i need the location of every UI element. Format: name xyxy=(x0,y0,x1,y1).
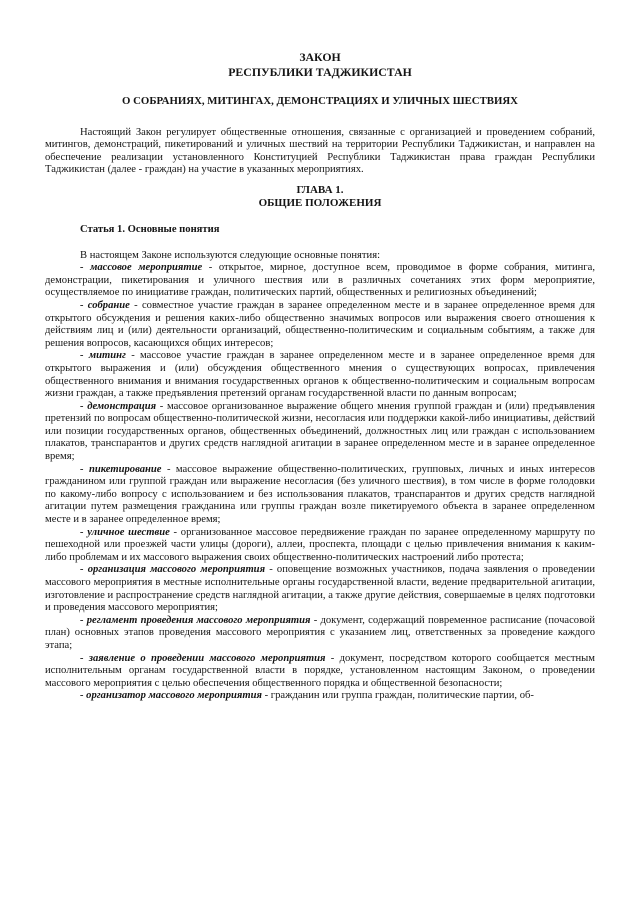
definition-paragraph xyxy=(45,653,595,691)
definition-term: - демонстрация xyxy=(80,400,157,412)
definition-term: - заявление о проведении массового мероприятия xyxy=(80,652,326,664)
intro-paragraph: Настоящий Закон регулирует общественные отношения, связанные с организацией и проведением собраний, митингов, демонстраций, пикетирований и уличных шествий на территории Республики Таджикистан, и направлен на обеспечение реализации установленного Конституцией Республики Таджикистан права граждан Республики Таджикистан (далее - граждан) на участие в указанных мероприятиях. xyxy=(45,126,595,176)
chapter-number: ГЛАВА 1. xyxy=(296,183,344,196)
definition-term: - организатор массового мероприятия xyxy=(80,690,262,702)
definition-term: - регламент проведения массового мероприятия xyxy=(80,614,311,626)
article-heading: Статья 1. Основные понятия xyxy=(80,223,220,235)
definition-paragraph xyxy=(45,615,595,653)
chapter-title: ОБЩИЕ ПОЛОЖЕНИЯ xyxy=(258,197,382,210)
definition-paragraph xyxy=(45,401,595,464)
definition-term: - уличное шествие xyxy=(80,526,170,538)
definition-text: - массовое организованное выражение общего мнения группой граждан и (или) предъявления претензий по вопросам общественно-политической жизни, несогласия или поддержки какой-либо инициативы, действий или позиции государственных органов, общественных объединений, должностных лиц или граждан с использованием плакатов, транспарантов и других средств наглядной агитации в заранее определенном месте и в заранее определенное время; xyxy=(45,400,595,463)
definition-paragraph xyxy=(45,527,595,565)
definition-paragraph xyxy=(45,262,595,300)
definitions-lead: В настоящем Законе используются следующие основные понятия: xyxy=(80,249,381,261)
definition-text: - открытое, мирное, доступное всем, проводимое в форме собрания, митинга, демонстрации, пикетирования и уличного шествия или в различных сочетаниях этих форм мероприятие, осуществляемое по инициативе граждан, политических партий, общественных и религиозных объединений; xyxy=(45,262,595,299)
definition-paragraph xyxy=(45,690,595,703)
definition-term: - массовое мероприятие xyxy=(80,262,203,274)
definition-text: - документ, содержащий повременное расписание (почасовой план) основных этапов проведения массового мероприятия с указанием лиц, ответственных за проведение каждого этапа; xyxy=(45,614,595,651)
definition-term: - пикетирование xyxy=(80,463,162,475)
definition-text: - гражданин или группа граждан, политические партии, об- xyxy=(261,690,534,702)
definition-paragraph xyxy=(45,350,595,400)
title-line-1: ЗАКОН xyxy=(299,50,341,64)
title-line-2: РЕСПУБЛИКИ ТАДЖИКИСТАН xyxy=(228,64,412,79)
definition-term: - митинг xyxy=(80,350,126,362)
definition-paragraph xyxy=(45,464,595,527)
definition-paragraph xyxy=(45,564,595,614)
chapter-heading xyxy=(45,184,595,211)
document-title xyxy=(45,50,595,79)
definition-term: - собрание xyxy=(80,299,130,311)
definition-paragraph xyxy=(45,300,595,350)
definition-text: - совместное участие граждан в заранее определенном месте и в заранее определенное время для открытого обсуждения и решения каких-либо общественно значимых вопросов или выражения своего отношения к действиям лиц и (или) деятельности организаций, общественно-политическим и социальным событиям, а также для решения вопросов, касающихся общих интересов; xyxy=(45,299,595,349)
definition-text: - массовое участие граждан в заранее определенном месте и в заранее определенное время для открытого выражения и (или) обсуждения общественного мнения о существующих вопросах, привлечения общественного внимания и внимания государственных органов к общественно-политическим и социальным вопросам жизни граждан, а также предъявления претензий органам государственной власти по данным вопросам; xyxy=(45,350,595,400)
definition-text: - оповещение возможных участников, подача заявления о проведении массового мероприятия в местные исполнительные органы государственной власти, ведение предварительной агитации, изготовление и распространение средств наглядной агитации, а также другие действия, совершаемые в целях подготовки и проведения массового мероприятия; xyxy=(45,564,595,614)
definition-text: - организованное массовое передвижение граждан по заранее определенному маршруту по пешеходной или проезжей части улицы (дороги), аллеи, проспекта, площади с целью привлечения внимания к каким-либо проблемам и их массового выражения своих общественно-политических настроений либо протеста; xyxy=(45,526,596,563)
definition-term: - организация массового мероприятия xyxy=(80,564,266,576)
document-subtitle: О СОБРАНИЯХ, МИТИНГАХ, ДЕМОНСТРАЦИЯХ И УЛИЧНЫХ ШЕСТВИЯХ xyxy=(122,95,518,107)
definition-text: - документ, посредством которого сообщается местным исполнительным органам государственной власти в порядке, установленном настоящим Законом, о проведении массового мероприятия с целью обеспечения общественного порядка и общественной безопасности; xyxy=(45,652,595,689)
definition-text: - массовое выражение общественно-политических, групповых, личных и иных интересов гражданином или группой граждан или выражение несогласия (без уличного шествия), в том числе в форме голодовки по какому-либо вопросу с использованием и без использования плакатов, транспарантов и других средств наглядной агитации путем размещения гражданина или группы граждан возле пикетируемого объекта в заранее определенном месте и в заранее определенное время; xyxy=(45,463,595,526)
